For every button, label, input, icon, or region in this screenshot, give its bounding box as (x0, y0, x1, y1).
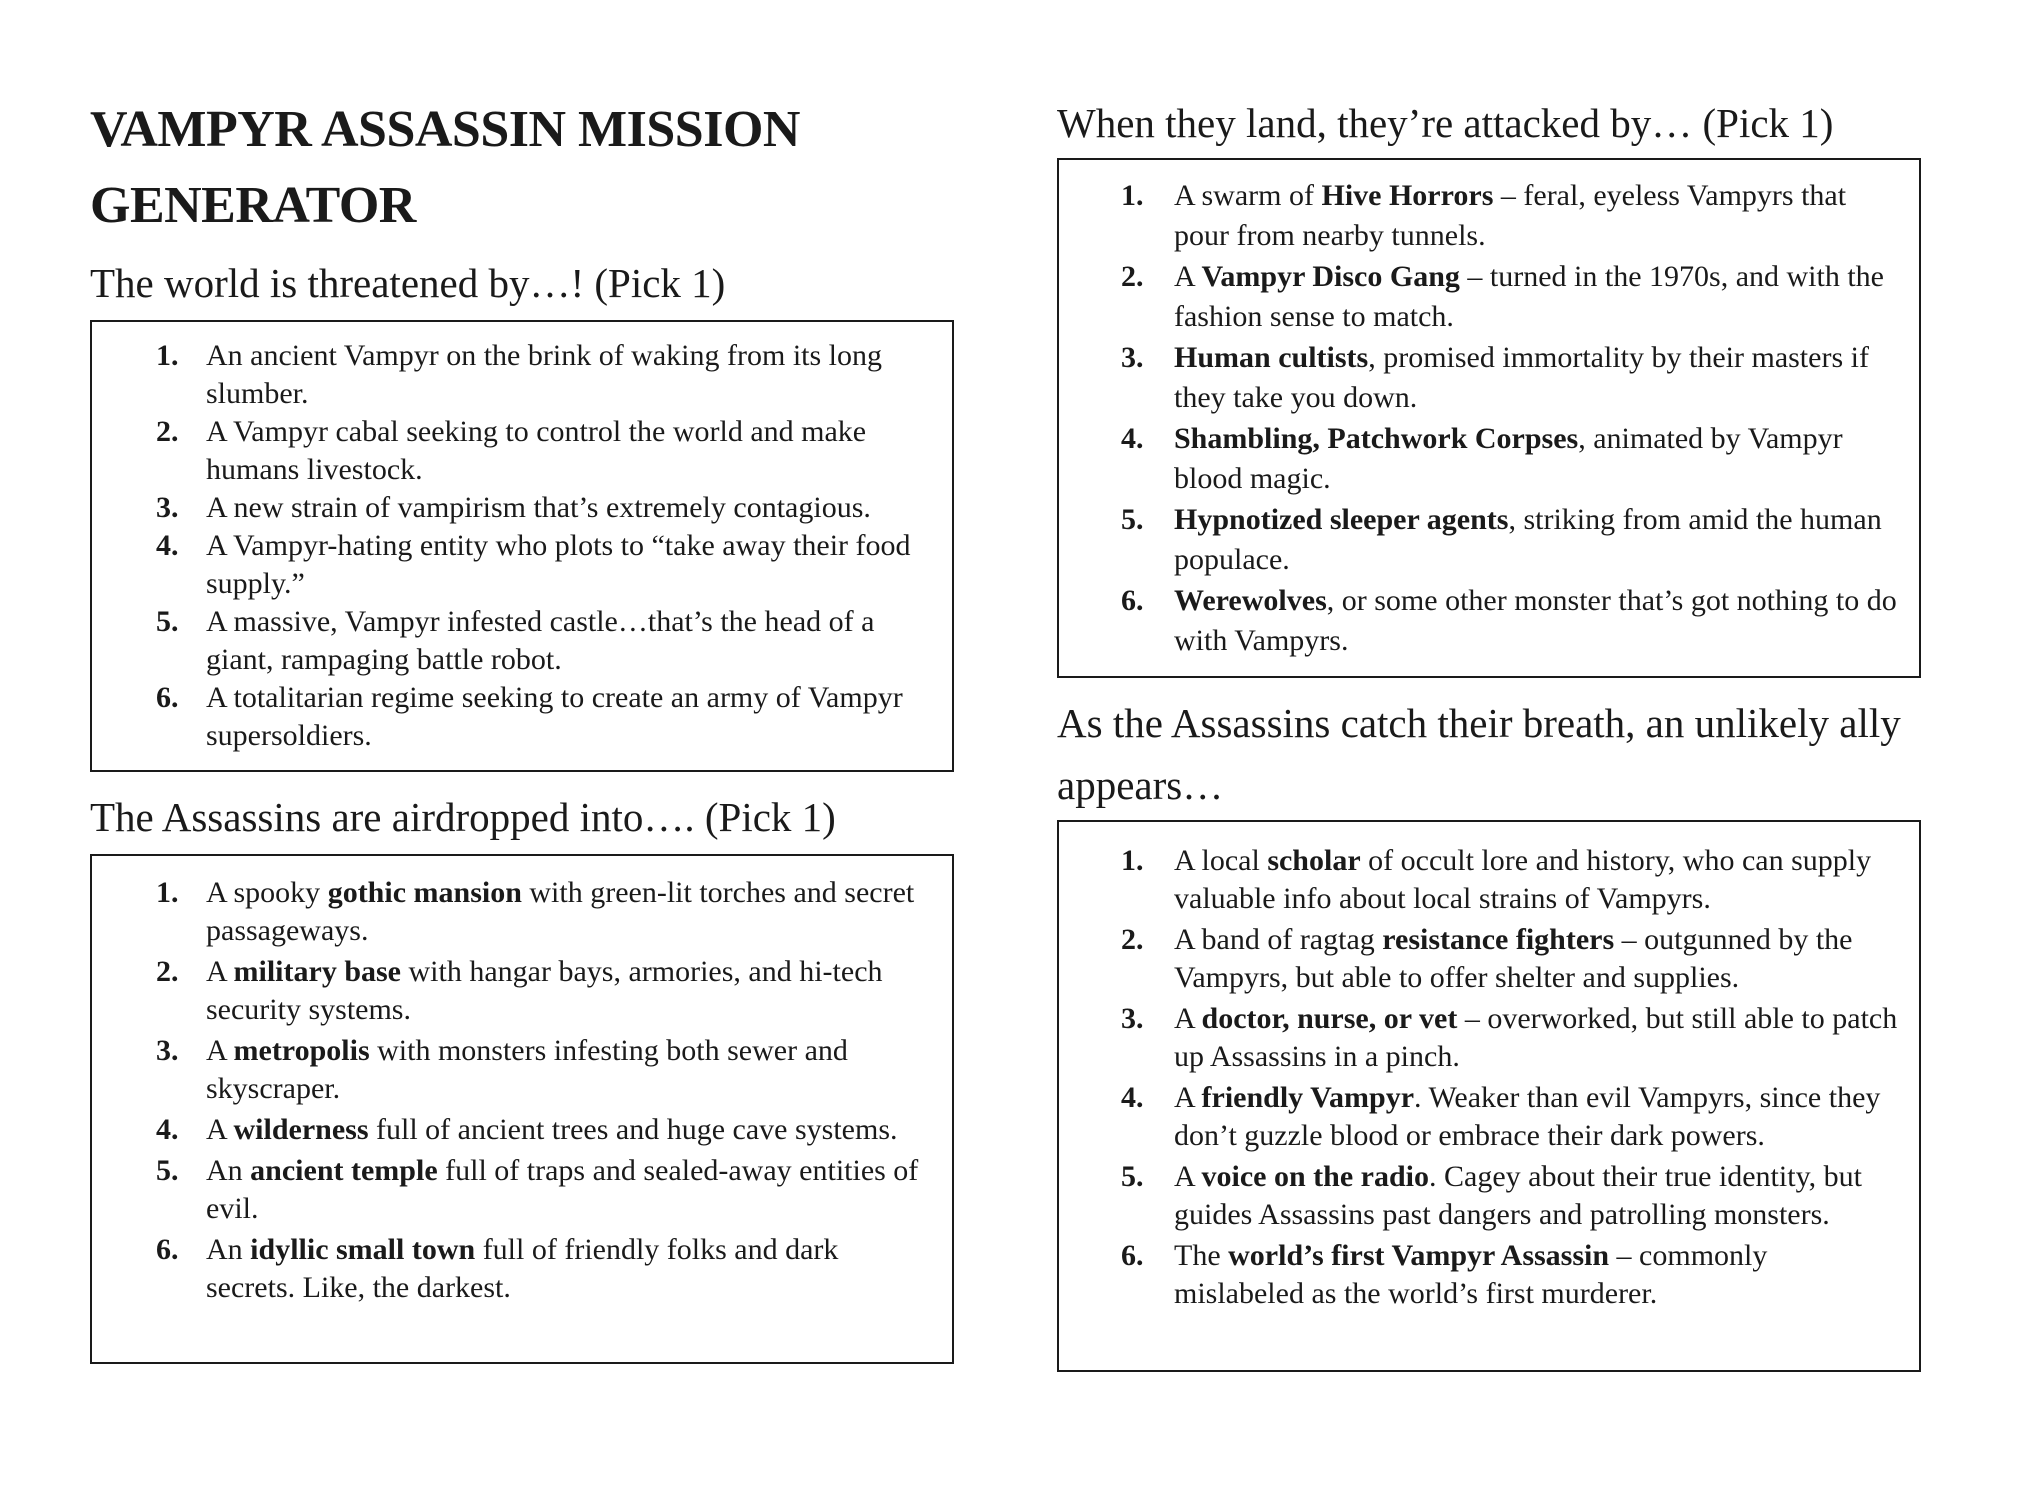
attack-list-item (1059, 338, 1899, 418)
list-item-text: . Cagey about their true identity, but guides Assassins past dangers and patrolling monsters. (1174, 1160, 1862, 1231)
list-item-text: – overworked, but still able to patch up Assassins in a pinch. (1174, 1002, 1898, 1073)
airdrop-list-item (92, 1152, 932, 1228)
list-item-text: – turned in the 1970s, and with the fashion sense to match. (1174, 260, 1884, 333)
list-item-text: A (1174, 1160, 1202, 1193)
list-item-text: , or some other monster that’s got nothing to do with Vampyrs. (1174, 584, 1897, 657)
list-item-number: 2. (1121, 923, 1144, 956)
airdrop-list-item (92, 1032, 932, 1108)
airdrop-list-item (92, 874, 932, 950)
list-item-number: 5. (156, 605, 179, 638)
list-item-text: An ancient Vampyr on the brink of waking from its long slumber. (206, 339, 882, 410)
list-item-number: 1. (1121, 179, 1144, 212)
list-item-number: 5. (1121, 503, 1144, 536)
airdrop-list (92, 874, 932, 1307)
list-item-text: The (1174, 1239, 1229, 1272)
threat-list-item (92, 489, 932, 527)
list-item-highlight: resistance fighters (1382, 923, 1615, 956)
list-item-text: – feral, eyeless Vampyrs that pour from nearby tunnels. (1174, 179, 1847, 252)
ally-list-item (1059, 1237, 1899, 1313)
threat-list-item (92, 679, 932, 755)
threat-list-item (92, 413, 932, 489)
list-item-number: 6. (1121, 584, 1144, 617)
ally-list-item (1059, 1079, 1899, 1155)
list-item-text: A band of ragtag (1174, 923, 1383, 956)
list-item-highlight: Hypnotized sleeper agents (1174, 503, 1509, 536)
threat-list-item (92, 603, 932, 679)
list-item-highlight: Vampyr Disco Gang (1201, 260, 1460, 293)
list-item-text: An (206, 1233, 251, 1266)
attack-list-item (1059, 176, 1899, 256)
list-item-text: A (1174, 260, 1202, 293)
list-item-number: 2. (156, 955, 179, 988)
list-item-text: , promised immortality by their masters if they take you down. (1174, 341, 1869, 414)
list-item-highlight: wilderness (233, 1113, 369, 1146)
list-item-text: A Vampyr-hating entity who plots to “take away their food supply.” (206, 529, 911, 600)
list-item-text: A (1174, 1002, 1202, 1035)
list-item-highlight: military base (233, 955, 401, 988)
ally-list-box (1057, 820, 1921, 1372)
list-item-highlight: doctor, nurse, or vet (1201, 1002, 1458, 1035)
list-item-number: 4. (156, 529, 179, 562)
list-item-text: A (206, 1034, 234, 1067)
list-item-highlight: world’s first Vampyr Assassin (1228, 1239, 1610, 1272)
list-item-text: – commonly mislabeled as the world’s first murderer. (1174, 1239, 1768, 1310)
list-item-text: with green-lit torches and secret passageways. (206, 876, 915, 947)
list-item-highlight: Shambling, Patchwork Corpses (1174, 422, 1579, 455)
airdrop-list-box (90, 854, 954, 1364)
list-item-highlight: Hive Horrors (1321, 179, 1494, 212)
list-item-highlight: gothic mansion (327, 876, 522, 909)
threat-list-item (92, 337, 932, 413)
list-item-text: A massive, Vampyr infested castle…that’s the head of a giant, rampaging battle robot. (206, 605, 875, 676)
list-item-text: . Weaker than evil Vampyrs, since they don’t guzzle blood or embrace their dark powers. (1174, 1081, 1881, 1152)
list-item-text: , animated by Vampyr blood magic. (1174, 422, 1843, 495)
document-title: VAMPYR ASSASSIN MISSION GENERATOR (90, 101, 800, 234)
list-item-number: 5. (1121, 1160, 1144, 1193)
list-item-highlight: Human cultists (1174, 341, 1369, 374)
list-item-text: A new strain of vampirism that’s extremely contagious. (206, 491, 871, 524)
airdrop-heading: The Assassins are airdropped into…. (Pick 1) (90, 794, 836, 840)
airdrop-list-item (92, 1231, 932, 1307)
list-item-number: 3. (1121, 341, 1144, 374)
list-item-number: 6. (1121, 1239, 1144, 1272)
list-item-number: 2. (156, 415, 179, 448)
attack-list-item (1059, 257, 1899, 337)
airdrop-list-item (92, 1111, 932, 1149)
list-item-number: 4. (1121, 1081, 1144, 1114)
ally-list-item (1059, 1000, 1899, 1076)
list-item-highlight: idyllic small town (250, 1233, 476, 1266)
list-item-number: 6. (156, 681, 179, 714)
list-item-number: 4. (156, 1113, 179, 1146)
list-item-number: 1. (156, 876, 179, 909)
list-item-number: 4. (1121, 422, 1144, 455)
list-item-text: with monsters infesting both sewer and skyscraper. (206, 1034, 848, 1105)
list-item-text: full of ancient trees and huge cave systems. (368, 1113, 898, 1146)
list-item-text: A (206, 955, 234, 988)
list-item-text: A Vampyr cabal seeking to control the world and make humans livestock. (206, 415, 867, 486)
list-item-text: with hangar bays, armories, and hi-tech security systems. (206, 955, 883, 1026)
list-item-highlight: scholar (1267, 844, 1361, 877)
list-item-number: 3. (156, 491, 179, 524)
list-item-text: , striking from amid the human populace. (1174, 503, 1882, 576)
attack-list-box (1057, 158, 1921, 678)
list-item-number: 3. (156, 1034, 179, 1067)
list-item-text: An (206, 1154, 251, 1187)
attack-list-item (1059, 419, 1899, 499)
list-item-highlight: voice on the radio (1201, 1160, 1429, 1193)
threat-list (92, 337, 932, 755)
list-item-number: 3. (1121, 1002, 1144, 1035)
list-item-text: full of traps and sealed-away entities of evil. (206, 1154, 919, 1225)
list-item-text: full of friendly folks and dark secrets. Like, the darkest. (206, 1233, 839, 1304)
list-item-text: A swarm of (1174, 179, 1322, 212)
attack-heading: When they land, they’re attacked by… (Pick 1) (1057, 100, 1834, 146)
threat-list-box (90, 320, 954, 772)
ally-list-item (1059, 842, 1899, 918)
list-item-highlight: friendly Vampyr (1201, 1081, 1415, 1114)
list-item-text: A (206, 1113, 234, 1146)
ally-list-item (1059, 1158, 1899, 1234)
ally-list-item (1059, 921, 1899, 997)
ally-list (1059, 842, 1899, 1313)
list-item-highlight: Werewolves (1174, 584, 1327, 617)
list-item-text: A (1174, 1081, 1202, 1114)
attack-list-item (1059, 500, 1899, 580)
threat-list-item (92, 527, 932, 603)
list-item-text: of occult lore and history, who can supply valuable info about local strains of Vampyrs. (1174, 844, 1872, 915)
list-item-number: 5. (156, 1154, 179, 1187)
list-item-text: A local (1174, 844, 1268, 877)
list-item-number: 1. (1121, 844, 1144, 877)
list-item-highlight: metropolis (233, 1034, 370, 1067)
list-item-highlight: ancient temple (250, 1154, 438, 1187)
attack-list-item (1059, 581, 1899, 661)
list-item-number: 6. (156, 1233, 179, 1266)
ally-heading: As the Assassins catch their breath, an unlikely ally appears… (1057, 700, 1901, 808)
threat-heading: The world is threatened by…! (Pick 1) (90, 260, 726, 306)
list-item-number: 1. (156, 339, 179, 372)
list-item-text: – outgunned by the Vampyrs, but able to offer shelter and supplies. (1174, 923, 1853, 994)
list-item-text: A spooky (206, 876, 328, 909)
attack-list (1059, 176, 1899, 661)
list-item-text: A totalitarian regime seeking to create an army of Vampyr supersoldiers. (206, 681, 903, 752)
list-item-number: 2. (1121, 260, 1144, 293)
airdrop-list-item (92, 953, 932, 1029)
